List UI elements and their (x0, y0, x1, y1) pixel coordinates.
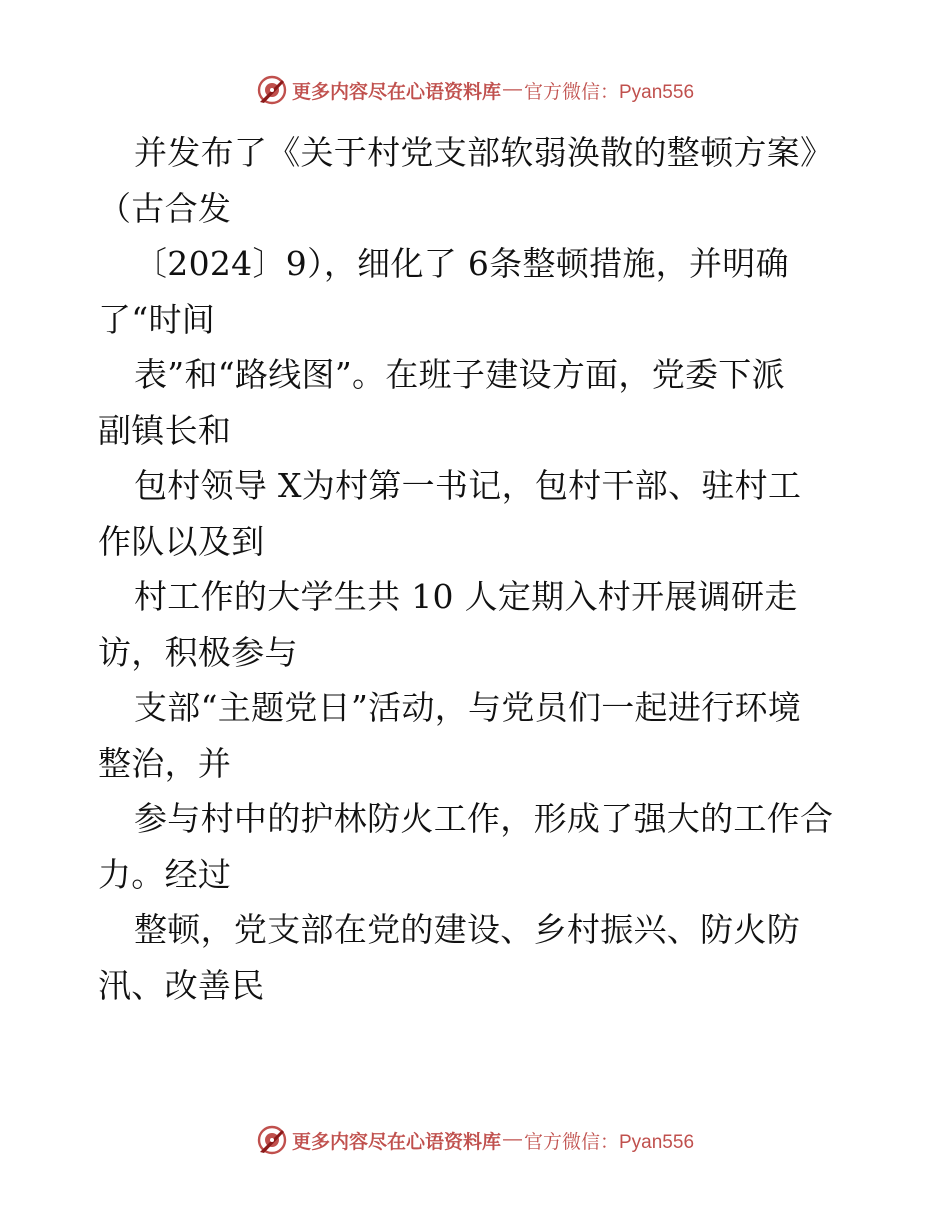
paragraph (98, 680, 858, 791)
document-body (98, 125, 858, 1013)
watermark-dash: — (503, 79, 522, 100)
paragraph-line: （古合发 (98, 188, 232, 228)
watermark-dash: — (503, 1129, 522, 1150)
paragraph-line: 整治，并 (98, 743, 232, 783)
paragraph-line: 村工作的大学生共 10 人定期入村开展调研走 (134, 577, 798, 616)
watermark-contact: 官方微信：Pyan556 (524, 81, 695, 103)
footer-watermark (0, 1120, 950, 1160)
quill-seal-icon (256, 74, 288, 106)
paragraph-line: 并发布了《关于村党支部软弱涣散的整顿方案》 (134, 133, 834, 172)
watermark-text: 更多内容尽在心语资料库 (291, 1130, 501, 1153)
paragraph-line: 了“时间 (98, 299, 216, 339)
paragraph-line: 整顿，党支部在党的建设、乡村振兴、防火防 (134, 910, 800, 949)
paragraph-line: 汛、改善民 (98, 965, 265, 1005)
header-watermark (0, 70, 950, 110)
paragraph-line: 〔2024〕9），细化了 6条整顿措施，并明确 (134, 244, 789, 283)
paragraph-line: 包村领导 X为村第一书记，包村干部、驻村工 (134, 466, 802, 505)
paragraph (98, 236, 858, 347)
paragraph-line: 访，积极参与 (98, 632, 298, 672)
paragraph (98, 125, 858, 236)
paragraph-line: 副镇长和 (98, 410, 232, 450)
paragraph-line: 表”和“路线图”。在班子建设方面，党委下派 (134, 355, 785, 394)
paragraph (98, 902, 858, 1013)
paragraph-line: 支部“主题党日”活动，与党员们一起进行环境 (134, 688, 802, 727)
paragraph (98, 569, 858, 680)
paragraph-line: 力。经过 (98, 854, 232, 894)
quill-seal-icon (256, 1124, 288, 1156)
paragraph (98, 791, 858, 902)
paragraph (98, 458, 858, 569)
paragraph-line: 作队以及到 (98, 521, 265, 561)
paragraph (98, 347, 858, 458)
watermark-text: 更多内容尽在心语资料库 (291, 80, 501, 103)
watermark-contact: 官方微信：Pyan556 (524, 1131, 695, 1153)
paragraph-line: 参与村中的护林防火工作，形成了强大的工作合 (134, 799, 834, 838)
